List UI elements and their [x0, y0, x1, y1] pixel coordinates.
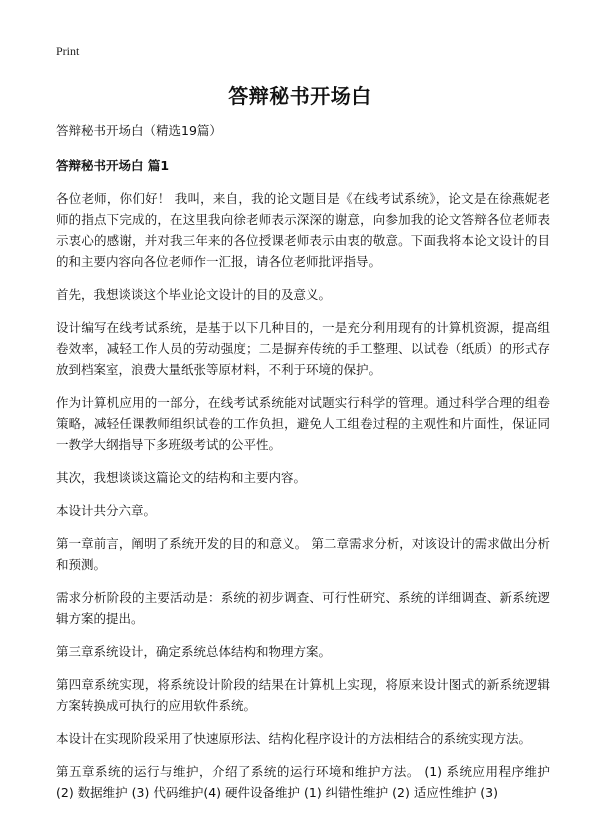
paragraph: 作为计算机应用的一部分，在线考试系统能对试题实行科学的管理。通过科学合理的组卷策略，减轻任课教师组织试卷的工作负担，避免人工组卷过程的主观性和片面性，保证同一教学大纲指导下多班级考试的公平性。	[56, 395, 550, 452]
paragraph: 第四章系统实现，将系统设计阶段的结果在计算机上实现，将原来设计图式的新系统逻辑方案转换成可执行的应用软件系统。	[56, 677, 550, 713]
paragraph: 本设计共分六章。	[56, 503, 157, 518]
page-title: 答辩秘书开场白	[228, 84, 372, 108]
paragraph: 第五章系统的运行与维护，介绍了系统的运行环境和维护方法。 (1) 系统应用程序维护 (2) 数据维护 (3) 代码维护(4) 硬件设备维护 (1) 纠错性维护 (2) 适应性维护 (3)	[56, 764, 550, 800]
paragraph: 设计编写在线考试系统，是基于以下几种目的，一是充分利用现有的计算机资源，提高组卷效率，减轻工作人员的劳动强度；二是摒弃传统的手工整理、以试卷（纸质）的形式存放到档案室，浪费大量纸张等原材料，不利于环境的保护。	[56, 320, 550, 377]
document-subtitle: 答辩秘书开场白（精选19篇）	[56, 123, 222, 138]
paragraph: 其次，我想谈谈这篇论文的结构和主要内容。	[56, 470, 307, 485]
document-body	[56, 120, 550, 803]
paragraph: 各位老师，你们好！ 我叫，来自，我的论文题目是《在线考试系统》，论文是在徐燕妮老师的指点下完成的，在这里我向徐老师表示深深的谢意，向参加我的论文答辩各位老师表示衷心的感谢，并对我三年来的各位授课老师表示由衷的敬意。下面我将本论文设计的目的和主要内容向各位老师作一汇报，请各位老师批评指导。	[56, 191, 550, 269]
paragraph: 第一章前言，阐明了系统开发的目的和意义。 第二章需求分析，对该设计的需求做出分析和预测。	[56, 536, 550, 572]
paragraph: 第三章系统设计，确定系统总体结构和物理方案。	[56, 644, 332, 659]
section-heading: 答辩秘书开场白 篇1	[56, 158, 170, 173]
paragraph: 需求分析阶段的主要活动是：系统的初步调查、可行性研究、系统的详细调查、新系统逻辑方案的提出。	[56, 590, 550, 626]
paragraph: 首先，我想谈谈这个毕业论文设计的目的及意义。	[56, 287, 332, 302]
paragraph: 本设计在实现阶段采用了快速原形法、结构化程序设计的方法相结合的系统实现方法。	[56, 731, 532, 746]
print-label: Print	[56, 44, 80, 58]
